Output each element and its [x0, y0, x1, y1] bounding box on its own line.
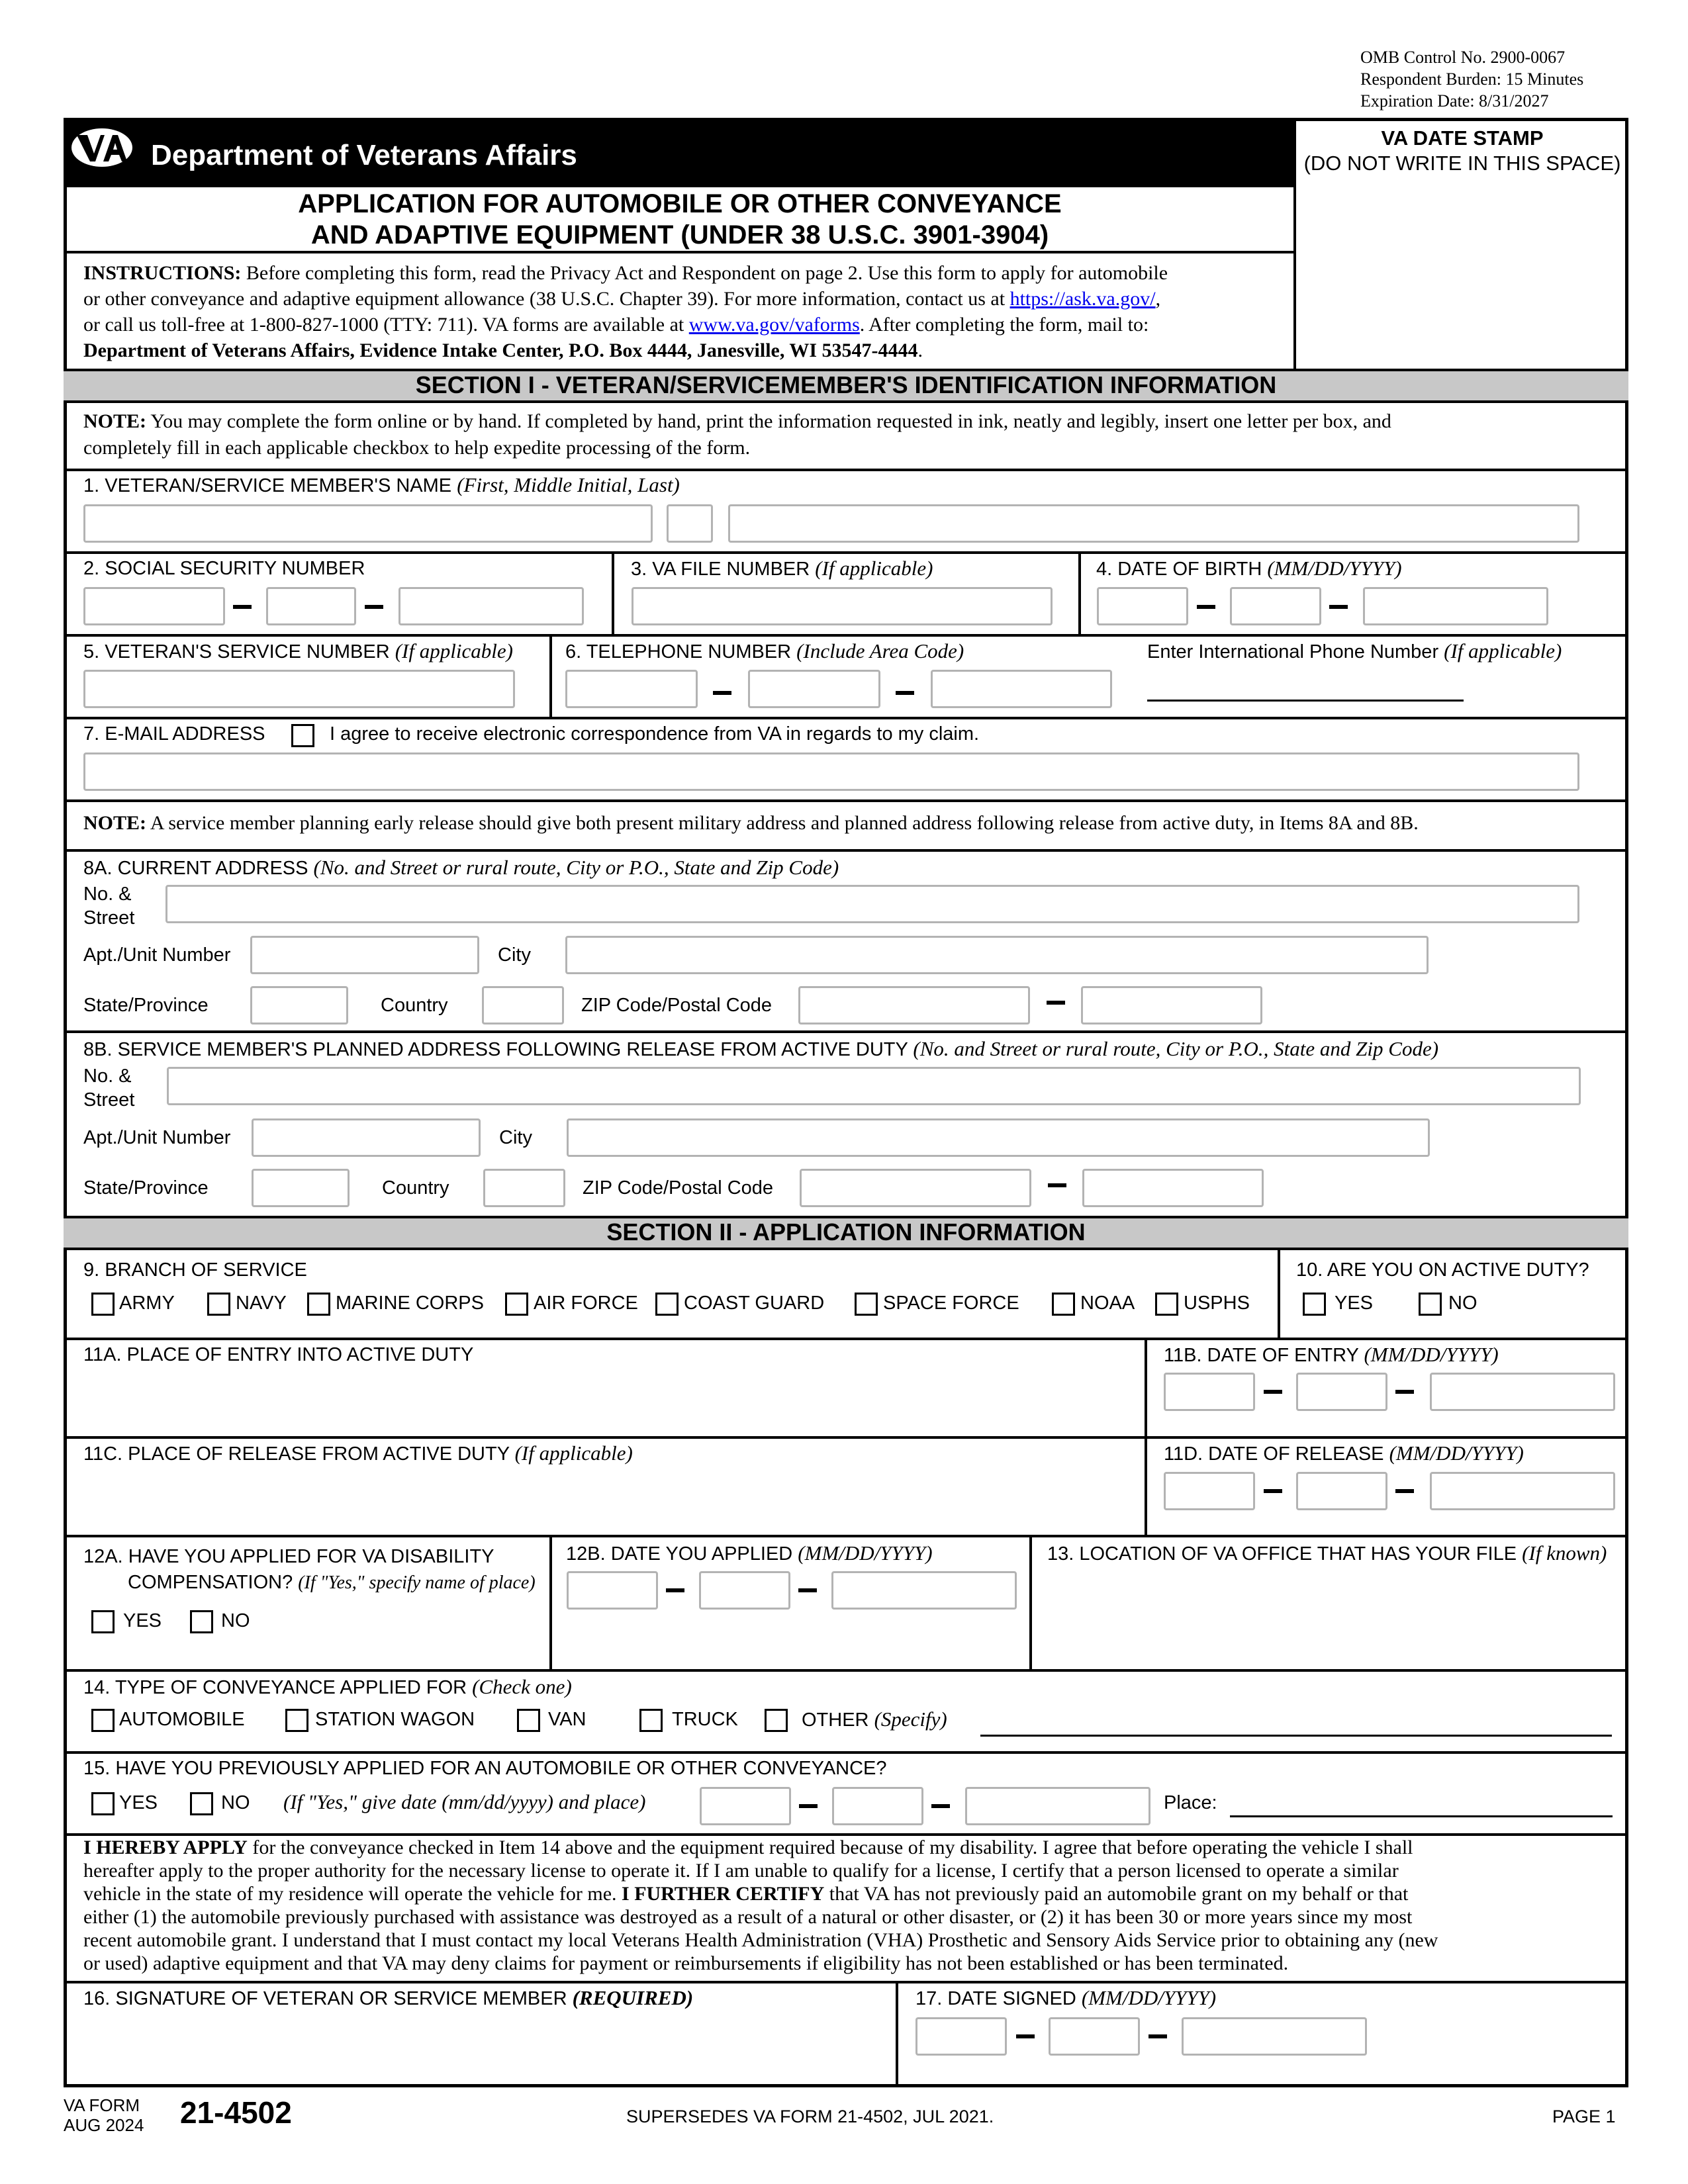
planned-zip4-field[interactable]	[1082, 1169, 1264, 1207]
q12b-text: 12B. DATE YOU APPLIED	[566, 1543, 798, 1565]
q11d-label	[1164, 1442, 1524, 1465]
dash	[1329, 605, 1348, 609]
army-checkbox[interactable]	[91, 1293, 115, 1316]
disability-no-label: NO	[221, 1610, 250, 1631]
previous-no-label: NO	[221, 1792, 250, 1813]
mailing-address: Department of Veterans Affairs, Evidence Intake Center, P.O. Box 4444, Janesville, WI 53547-4444	[83, 340, 918, 361]
divider	[896, 1981, 898, 2087]
noaa-checkbox[interactable]	[1052, 1293, 1075, 1316]
rule	[64, 469, 1628, 471]
q8a-hint: (No. and Street or rural route, City or P.O., State and Zip Code)	[313, 856, 839, 879]
current-state-field[interactable]	[250, 986, 348, 1024]
place-label: Place:	[1164, 1792, 1217, 1813]
q6-hint: (Include Area Code)	[796, 639, 964, 662]
signed-day-field[interactable]	[1049, 2017, 1140, 2056]
dash	[896, 691, 914, 695]
other-conveyance-checkbox[interactable]	[765, 1709, 788, 1732]
zip-label: ZIP Code/Postal Code	[583, 1177, 774, 1199]
noaa-label: NOAA	[1080, 1293, 1135, 1314]
email-consent-label: I agree to receive electronic correspondence from VA in regards to my claim.	[330, 723, 980, 745]
divider	[1278, 1250, 1280, 1338]
q5-label	[83, 640, 513, 663]
dash	[798, 1588, 817, 1592]
planned-state-field[interactable]	[252, 1169, 350, 1207]
q1-label	[83, 474, 680, 497]
address-note	[83, 811, 1419, 835]
phone-area-code-field[interactable]	[565, 670, 698, 708]
marine-corps-checkbox[interactable]	[307, 1293, 330, 1316]
active-duty-yes-checkbox[interactable]	[1303, 1293, 1326, 1316]
rule	[64, 849, 1628, 852]
planned-city-field[interactable]	[567, 1118, 1430, 1157]
q8a-label	[83, 856, 839, 880]
previous-yes-checkbox[interactable]	[91, 1792, 115, 1815]
dash	[1016, 2034, 1035, 2038]
previous-yes-label: YES	[119, 1792, 158, 1813]
rule	[64, 717, 1628, 719]
q1-text: 1. VETERAN/SERVICE MEMBER'S NAME	[83, 475, 457, 496]
q17-label	[915, 1987, 1216, 2010]
dash	[1197, 605, 1215, 609]
disability-no-checkbox[interactable]	[190, 1610, 213, 1633]
intl-phone-field[interactable]	[1147, 700, 1464, 702]
entry-month-field[interactable]	[1164, 1373, 1255, 1411]
dash	[1395, 1489, 1414, 1493]
current-country-field[interactable]	[482, 986, 564, 1024]
phone-prefix-field[interactable]	[748, 670, 880, 708]
divider	[549, 1535, 552, 1672]
cert-line-1: for the conveyance checked in Item 14 above and the equipment required because of my disability. I agree that before operating the vehicle I shall	[247, 1837, 1413, 1858]
applied-month-field[interactable]	[567, 1571, 658, 1610]
signed-year-field[interactable]	[1182, 2017, 1367, 2056]
dob-day-field[interactable]	[1230, 587, 1321, 625]
applied-year-field[interactable]	[831, 1571, 1017, 1610]
previous-year-field[interactable]	[965, 1787, 1150, 1825]
current-zip-field[interactable]	[798, 986, 1030, 1024]
q9-label: 9. BRANCH OF SERVICE	[83, 1259, 307, 1281]
note-2-label: NOTE:	[83, 812, 147, 834]
q17-text: 17. DATE SIGNED	[915, 1988, 1082, 2009]
q1-hint: (First, Middle Initial, Last)	[457, 473, 680, 496]
cert-line-3: vehicle in the state of my residence will operate the vehicle for me.	[83, 1883, 622, 1905]
vaforms-link[interactable]: www.va.gov/vaforms	[688, 314, 860, 336]
station-wagon-label: STATION WAGON	[315, 1709, 475, 1730]
q12a-text-2: COMPENSATION?	[128, 1572, 299, 1593]
apt-label: Apt./Unit Number	[83, 944, 231, 966]
rule	[64, 551, 1628, 554]
q11b-hint: (MM/DD/YYYY)	[1364, 1343, 1499, 1366]
rule	[64, 1981, 1628, 1983]
q10-label: 10. ARE YOU ON ACTIVE DUTY?	[1296, 1259, 1589, 1281]
dash	[666, 1588, 684, 1592]
air-force-checkbox[interactable]	[505, 1293, 528, 1316]
q14-label	[83, 1676, 572, 1699]
intl-phone-label	[1147, 640, 1562, 663]
footer-supersedes: SUPERSEDES VA FORM 21-4502, JUL 2021.	[626, 2107, 994, 2126]
planned-street-field[interactable]	[167, 1067, 1581, 1105]
truck-label: TRUCK	[672, 1709, 738, 1730]
rule	[64, 1535, 1628, 1537]
current-city-field[interactable]	[565, 936, 1429, 974]
note-label: NOTE:	[83, 410, 147, 432]
section-2-header: SECTION II - APPLICATION INFORMATION	[64, 1216, 1628, 1250]
signature-field[interactable]	[83, 2012, 878, 2078]
release-year-field[interactable]	[1430, 1472, 1615, 1510]
previous-place-field[interactable]	[1230, 1815, 1613, 1817]
previous-day-field[interactable]	[832, 1787, 923, 1825]
divider	[1078, 551, 1081, 634]
q15-hint: (If "Yes," give date (mm/dd/yyyy) and place)	[283, 1790, 646, 1813]
divider	[612, 551, 614, 634]
station-wagon-checkbox[interactable]	[285, 1709, 308, 1732]
other-conveyance-label	[802, 1708, 947, 1731]
date-stamp-area	[1296, 126, 1628, 176]
service-number-field[interactable]	[83, 670, 515, 708]
q3-hint: (If applicable)	[815, 557, 933, 580]
country-label: Country	[382, 1177, 449, 1199]
footer-form-label: VA FORM	[64, 2095, 140, 2115]
state-label: State/Province	[83, 1177, 209, 1199]
automobile-label: AUTOMOBILE	[119, 1709, 245, 1730]
navy-checkbox[interactable]	[207, 1293, 230, 1316]
certification-text	[83, 1836, 1619, 1975]
street-label-line1: No. &	[83, 1066, 132, 1087]
previous-month-field[interactable]	[700, 1787, 791, 1825]
dash	[1395, 1390, 1414, 1394]
q8b-text: 8B. SERVICE MEMBER'S PLANNED ADDRESS FOLLOWING RELEASE FROM ACTIVE DUTY	[83, 1039, 914, 1060]
apply-heading: I HEREBY APPLY	[83, 1837, 248, 1858]
q13-hint: (If known)	[1522, 1541, 1607, 1565]
disability-yes-checkbox[interactable]	[91, 1610, 115, 1633]
automobile-checkbox[interactable]	[91, 1709, 115, 1732]
omb-control: OMB Control No. 2900-0067	[1360, 48, 1566, 67]
applied-day-field[interactable]	[699, 1571, 790, 1610]
form-title-line1: APPLICATION FOR AUTOMOBILE OR OTHER CONVEYANCE	[298, 189, 1062, 218]
truck-checkbox[interactable]	[639, 1709, 663, 1732]
q11b-label	[1164, 1343, 1499, 1367]
entry-year-field[interactable]	[1430, 1373, 1615, 1411]
space-force-label: SPACE FORCE	[883, 1293, 1019, 1314]
other-hint: (Specify)	[874, 1707, 947, 1731]
instructions-text-3: or call us toll-free at 1-800-827-1000 (TTY: 711). VA forms are available at	[83, 314, 689, 336]
disability-yes-label: YES	[123, 1610, 162, 1631]
other-specify-field[interactable]	[980, 1735, 1612, 1737]
q17-hint: (MM/DD/YYYY)	[1081, 1986, 1217, 2009]
q5-text: 5. VETERAN'S SERVICE NUMBER	[83, 641, 395, 662]
va-file-number-field[interactable]	[632, 587, 1053, 625]
q5-hint: (If applicable)	[395, 639, 513, 662]
rule	[64, 1751, 1628, 1754]
dob-year-field[interactable]	[1363, 587, 1548, 625]
q11c-text: 11C. PLACE OF RELEASE FROM ACTIVE DUTY	[83, 1443, 515, 1465]
q16-text: 16. SIGNATURE OF VETERAN OR SERVICE MEMBER	[83, 1988, 573, 2009]
current-street-field[interactable]	[165, 885, 1579, 923]
dash	[713, 691, 731, 695]
q8b-label	[83, 1038, 1438, 1061]
current-apt-field[interactable]	[250, 936, 479, 974]
q11d-hint: (MM/DD/YYYY)	[1389, 1441, 1524, 1465]
street-label-line2: Street	[83, 1089, 135, 1111]
ask-va-link[interactable]: https://ask.va.gov/	[1009, 288, 1156, 310]
q12b-label	[566, 1542, 933, 1565]
cert-line-2: hereafter apply to the proper authority for the necessary license to operate it. If I am unable to qualify for a license, I certify that a person licensed to operate a similar	[83, 1860, 1399, 1882]
dash	[1048, 1183, 1066, 1187]
instructions-text-4: . After completing the form, mail to:	[859, 314, 1149, 336]
q14-text: 14. TYPE OF CONVEYANCE APPLIED FOR	[83, 1677, 473, 1698]
q6-text: 6. TELEPHONE NUMBER	[565, 641, 797, 662]
note-2-text: A service member planning early release should give both present military address and planned address following release from active duty, in Items 8A and 8B.	[146, 812, 1419, 834]
instructions-text: Before completing this form, read the Privacy Act and Respondent on page 2. Use this form to apply for automobile	[241, 262, 1168, 284]
cert-line-4: either (1) the automobile previously purchased with assistance was destroyed as a result of a natural or other disaster, or (2) it has been 30 or more years since my most	[83, 1906, 1413, 1928]
van-checkbox[interactable]	[517, 1709, 540, 1732]
ssn-part2-field[interactable]	[266, 587, 356, 625]
q16-hint: (REQUIRED)	[572, 1986, 694, 2009]
agency-banner	[64, 118, 1296, 185]
planned-country-field[interactable]	[483, 1169, 565, 1207]
q16-label	[83, 1987, 693, 2010]
rule	[64, 1030, 1628, 1033]
divider	[549, 634, 552, 717]
ssn-part1-field[interactable]	[83, 587, 225, 625]
planned-apt-field[interactable]	[252, 1118, 481, 1157]
omb-block	[1360, 46, 1583, 112]
street-label	[83, 1064, 134, 1112]
last-name-field[interactable]	[728, 504, 1579, 543]
instructions	[83, 260, 1295, 363]
q11c-label	[83, 1442, 633, 1465]
rule	[64, 1669, 1628, 1672]
dash	[931, 1804, 950, 1808]
entry-day-field[interactable]	[1296, 1373, 1387, 1411]
instructions-label: INSTRUCTIONS:	[83, 262, 242, 284]
marine-corps-label: MARINE CORPS	[336, 1293, 484, 1314]
q11a-label: 11A. PLACE OF ENTRY INTO ACTIVE DUTY	[83, 1344, 474, 1365]
street-label-line2: Street	[83, 907, 135, 929]
current-zip4-field[interactable]	[1081, 986, 1262, 1024]
section-1-note	[83, 408, 1391, 461]
intl-phone-hint: (If applicable)	[1444, 639, 1562, 662]
first-name-field[interactable]	[83, 504, 653, 543]
space-force-checkbox[interactable]	[855, 1293, 878, 1316]
dash	[799, 1804, 818, 1808]
agency-name: Department of Veterans Affairs	[151, 139, 577, 171]
q14-hint: (Check one)	[472, 1675, 572, 1698]
rule	[64, 799, 1628, 802]
respondent-burden: Respondent Burden: 15 Minutes	[1360, 69, 1584, 89]
q12b-hint: (MM/DD/YYYY)	[798, 1541, 933, 1565]
q11b-text: 11B. DATE OF ENTRY	[1164, 1345, 1364, 1366]
rule	[64, 1338, 1628, 1340]
q12a-hint: (If "Yes," specify name of place)	[298, 1572, 536, 1593]
expiration-date: Expiration Date: 8/31/2027	[1360, 91, 1549, 111]
q12a-label: 12A. HAVE YOU APPLIED FOR VA DISABILITY	[83, 1546, 494, 1567]
other-text: OTHER	[802, 1709, 874, 1731]
city-label: City	[499, 1127, 532, 1148]
q4-hint: (MM/DD/YYYY)	[1267, 557, 1402, 580]
dash	[233, 605, 252, 609]
intl-phone-text: Enter International Phone Number	[1147, 641, 1444, 662]
dash	[1149, 2034, 1167, 2038]
date-stamp-title: VA DATE STAMP	[1381, 126, 1544, 150]
dash	[1264, 1489, 1282, 1493]
q4-label	[1096, 557, 1402, 580]
previous-no-checkbox[interactable]	[190, 1792, 213, 1815]
cert-line-3b: that VA has not previously paid an automobile grant on my behalf or that	[824, 1883, 1409, 1905]
navy-label: NAVY	[236, 1293, 287, 1314]
email-consent-checkbox[interactable]	[291, 724, 314, 747]
release-month-field[interactable]	[1164, 1472, 1255, 1510]
instructions-period: .	[917, 340, 923, 361]
q15-label: 15. HAVE YOU PREVIOUSLY APPLIED FOR AN AUTOMOBILE OR OTHER CONVEYANCE?	[83, 1758, 887, 1779]
active-duty-yes-label: YES	[1335, 1293, 1374, 1314]
state-label: State/Province	[83, 995, 209, 1016]
active-duty-no-label: NO	[1448, 1293, 1477, 1314]
active-duty-no-checkbox[interactable]	[1419, 1293, 1442, 1316]
q7-label: 7. E-MAIL ADDRESS	[83, 723, 265, 745]
instructions-comma: ,	[1155, 288, 1161, 310]
q11c-hint: (If applicable)	[514, 1441, 633, 1465]
release-day-field[interactable]	[1296, 1472, 1387, 1510]
instructions-text-2: or other conveyance and adaptive equipment allowance (38 U.S.C. Chapter 39). For more information, contact us at	[83, 288, 1010, 310]
cert-line-5: recent automobile grant. I understand that I must contact my local Veterans Health Administration (VHA) Prosthetic and Sensory Aids Service prior to obtaining any (new	[83, 1929, 1438, 1951]
form-title-line2: AND ADAPTIVE EQUIPMENT (UNDER 38 U.S.C. 3901-3904)	[310, 220, 1049, 250]
dash	[1264, 1390, 1282, 1394]
usphs-label: USPHS	[1184, 1293, 1250, 1314]
dash	[1047, 1001, 1065, 1005]
middle-initial-field[interactable]	[667, 504, 713, 543]
zip-label: ZIP Code/Postal Code	[581, 995, 773, 1016]
q3-text: 3. VA FILE NUMBER	[631, 559, 816, 580]
usphs-checkbox[interactable]	[1155, 1293, 1178, 1316]
army-label: ARMY	[119, 1293, 175, 1314]
country-label: Country	[381, 995, 448, 1016]
q13-text: 13. LOCATION OF VA OFFICE THAT HAS YOUR FILE	[1047, 1543, 1523, 1565]
date-stamp-note: (DO NOT WRITE IN THIS SPACE)	[1303, 152, 1621, 175]
q11d-text: 11D. DATE OF RELEASE	[1164, 1443, 1389, 1465]
divider	[1029, 1535, 1032, 1672]
email-field[interactable]	[83, 752, 1579, 791]
dob-month-field[interactable]	[1097, 587, 1188, 625]
q4-text: 4. DATE OF BIRTH	[1096, 559, 1268, 580]
footer-form-number: 21-4502	[180, 2095, 292, 2130]
note-text-2: completely fill in each applicable checkbox to help expedite processing of the form.	[83, 437, 751, 459]
air-force-label: AIR FORCE	[534, 1293, 638, 1314]
street-label	[83, 882, 134, 930]
footer-page: PAGE 1	[1552, 2107, 1616, 2126]
form-title	[64, 185, 1296, 253]
q13-label	[1047, 1542, 1607, 1565]
note-text: You may complete the form online or by hand. If completed by hand, print the information requested in ink, neatly and legibly, insert one letter per box, and	[146, 410, 1391, 432]
rule	[64, 1436, 1628, 1439]
q8a-text: 8A. CURRENT ADDRESS	[83, 858, 314, 879]
q8b-hint: (No. and Street or rural route, City or P.O., State and Zip Code)	[913, 1037, 1439, 1060]
footer-form-id	[64, 2095, 144, 2135]
coast-guard-checkbox[interactable]	[655, 1293, 679, 1316]
ssn-part3-field[interactable]	[399, 587, 584, 625]
planned-zip-field[interactable]	[800, 1169, 1031, 1207]
section-1-header: SECTION I - VETERAN/SERVICEMEMBER'S IDENTIFICATION INFORMATION	[64, 369, 1628, 403]
q6-label	[565, 640, 964, 663]
cert-line-6: or used) adaptive equipment and that VA may deny claims for payment or reimbursements if eligibility has not been established or has been terminated.	[83, 1952, 1289, 1974]
footer-form-date: AUG 2024	[64, 2115, 144, 2135]
q3-label	[631, 557, 933, 580]
coast-guard-label: COAST GUARD	[684, 1293, 825, 1314]
dash	[365, 605, 383, 609]
certify-heading: I FURTHER CERTIFY	[622, 1883, 825, 1905]
van-label: VAN	[548, 1709, 586, 1730]
rule	[64, 634, 1628, 637]
apt-label: Apt./Unit Number	[83, 1127, 231, 1148]
va-logo-icon	[70, 127, 134, 168]
street-label-line1: No. &	[83, 884, 132, 905]
signed-month-field[interactable]	[915, 2017, 1007, 2056]
q2-label: 2. SOCIAL SECURITY NUMBER	[83, 558, 365, 579]
q12a-label-2	[128, 1571, 536, 1594]
city-label: City	[498, 944, 531, 966]
phone-line-field[interactable]	[931, 670, 1112, 708]
